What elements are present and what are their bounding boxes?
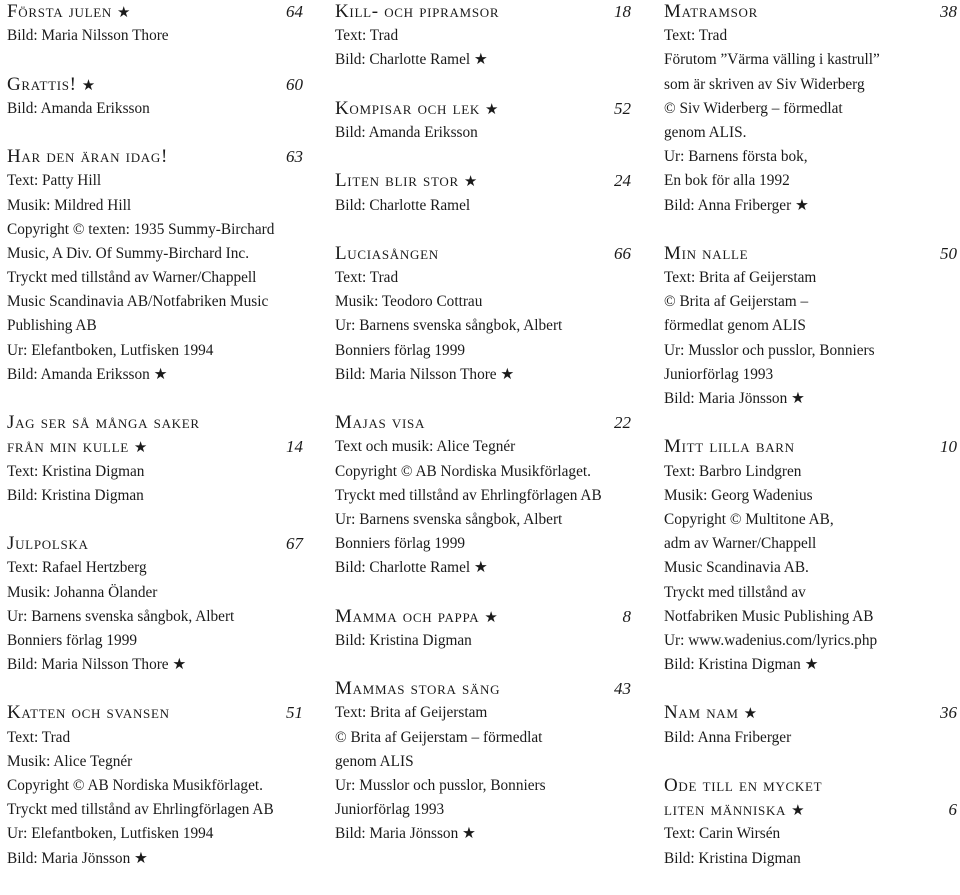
entry-page-number: 18	[614, 2, 631, 21]
credit-line: Copyright © Multitone AB,	[664, 510, 834, 528]
credit-line: Juniorförlag 1993	[335, 801, 445, 819]
credit-line: Bonniers förlag 1999	[7, 631, 138, 649]
credit-line: som är skriven av Siv Widerberg	[664, 75, 865, 93]
index-column-3	[664, 0, 957, 895]
entry-page-number: 38	[940, 2, 957, 21]
star-icon: ★	[484, 101, 500, 118]
credit-line: Copyright © AB Nordiska Musikförlaget.	[335, 462, 591, 480]
entry-title	[335, 605, 631, 629]
index-entry	[7, 701, 303, 870]
entry-title-line	[664, 242, 957, 266]
entry-page-number: 43	[614, 679, 631, 699]
star-icon: ★	[81, 77, 96, 94]
index-entry	[7, 145, 303, 387]
credit-line: Ur: Barnens första bok,	[664, 148, 808, 166]
entry-page-number: 51	[286, 703, 303, 723]
credit-line: Text: Brita af Geijerstam	[335, 704, 488, 722]
credit-line: Music, A Div. Of Summy-Birchard Inc.	[7, 244, 250, 262]
star-icon: ★	[463, 174, 478, 191]
credit-line: Bild: Kristina Digman	[7, 486, 144, 504]
entry-title-text: Majas visa	[335, 412, 426, 434]
entry-title-line	[335, 677, 631, 701]
entry-title-line	[7, 701, 303, 725]
entry-title-line	[335, 242, 631, 266]
index-entry	[7, 73, 303, 121]
entry-page-number: 36	[940, 703, 957, 723]
entry-title-line	[335, 411, 631, 435]
entry-title-text: Liten blir stor	[335, 170, 459, 192]
index-entry	[335, 605, 631, 653]
credit-line: Bild: Charlotte Ramel ★	[335, 559, 488, 577]
credit-line: Text: Barbro Lindgren	[664, 462, 802, 480]
credit-line: Bonniers förlag 1999	[335, 535, 466, 553]
entry-page-number: 50	[940, 243, 957, 263]
entry-title-line	[7, 532, 303, 556]
index-entry	[335, 411, 631, 580]
entry-page-number: 60	[286, 74, 303, 94]
entry-title	[664, 0, 957, 24]
credit-line: Bild: Kristina Digman	[335, 631, 472, 649]
index-entry	[664, 435, 957, 677]
index-column-2	[335, 0, 631, 871]
entry-title	[664, 242, 957, 266]
credit-line: Bild: Maria Nilsson Thore ★	[7, 656, 187, 674]
credit-line: Musik: Teodoro Cottrau	[335, 293, 483, 311]
entry-title-text: Min nalle	[664, 242, 749, 264]
credit-line: Ur: www.wadenius.com/lyrics.php	[664, 631, 878, 649]
credit-line: Tryckt med tillstånd av Ehrlingförlagen AB	[7, 801, 274, 819]
credit-line: Bild: Maria Jönsson ★	[335, 825, 476, 843]
star-icon: ★	[791, 803, 806, 820]
entry-page-number: 6	[948, 800, 957, 820]
index-entry	[335, 0, 631, 73]
credit-line: Tryckt med tillstånd av	[664, 583, 806, 601]
star-icon: ★	[133, 440, 149, 457]
entry-title	[335, 411, 631, 435]
entry-title-text: Kompisar och lek	[335, 97, 480, 119]
credit-line: © Brita af Geijerstam – förmedlat	[335, 728, 543, 746]
star-icon: ★	[117, 5, 132, 21]
entry-title	[664, 435, 957, 459]
credit-line: Music Scandinavia AB.	[664, 559, 809, 577]
entry-title-text: Julpolska	[7, 533, 89, 555]
entry-title-text: Mitt lilla barn	[664, 436, 795, 458]
entry-page-number: 63	[286, 147, 303, 167]
credit-line: Text: Trad	[335, 269, 399, 287]
entry-title	[664, 701, 957, 725]
entry-page-number: 67	[286, 534, 303, 554]
credit-line: Musik: Johanna Ölander	[7, 583, 158, 601]
credit-line: Bonniers förlag 1999	[335, 341, 466, 359]
entry-title-line	[335, 0, 631, 24]
entry-title-text: Mamma och pappa	[335, 605, 480, 627]
entry-page-number: 8	[622, 606, 631, 626]
credit-line: Musik: Mildred Hill	[7, 196, 132, 214]
entry-title-line	[7, 145, 303, 169]
index-entry	[335, 169, 631, 217]
entry-title-line	[664, 774, 957, 798]
credit-line: Text: Kristina Digman	[7, 462, 145, 480]
entry-title-line	[335, 97, 631, 121]
entry-title-text: Luciasången	[335, 242, 439, 264]
entry-title-line	[7, 435, 303, 459]
credit-line: Bild: Anna Friberger ★	[664, 196, 809, 214]
entry-title-line	[335, 169, 631, 193]
credit-line: Ur: Barnens svenska sångbok, Albert	[335, 510, 563, 528]
entry-title-text: liten människa	[664, 799, 787, 821]
index-entry	[335, 97, 631, 145]
credit-line: Ur: Musslor och pusslor, Bonniers	[335, 777, 546, 794]
credit-line: Musik: Georg Wadenius	[664, 486, 813, 504]
credit-line: Bild: Maria Jönsson ★	[664, 390, 805, 407]
entry-title-line	[664, 701, 957, 725]
credit-line: Tryckt med tillstånd av Ehrlingförlagen AB	[335, 486, 602, 504]
entry-title	[7, 73, 303, 97]
credit-line: © Brita af Geijerstam –	[664, 293, 809, 311]
entry-title-text: Första julen	[7, 1, 113, 22]
entry-title	[7, 0, 303, 24]
credit-line: Bild: Amanda Eriksson	[335, 123, 478, 141]
entry-title-line	[7, 411, 303, 435]
credit-line: genom ALIS.	[664, 123, 747, 141]
entry-title	[7, 411, 303, 459]
credit-line: Bild: Maria Nilsson Thore	[7, 27, 169, 45]
credit-line: Ur: Elefantboken, Lutfisken 1994	[7, 825, 214, 843]
entry-title-line	[664, 798, 957, 822]
index-entry	[335, 242, 631, 387]
credit-line: Text: Trad	[7, 728, 71, 746]
credit-line: Musik: Alice Tegnér	[7, 752, 133, 770]
entry-title-text: Ode till en mycket	[664, 775, 823, 796]
entry-title	[335, 97, 631, 121]
index-entry	[664, 701, 957, 749]
index-entry	[7, 0, 303, 48]
entry-title-line	[7, 0, 303, 24]
credit-line: En bok för alla 1992	[664, 172, 790, 190]
credit-line: Bild: Charlotte Ramel ★	[335, 51, 488, 69]
credit-line: förmedlat genom ALIS	[664, 317, 806, 335]
entry-title	[335, 242, 631, 266]
credit-line: Text: Trad	[664, 27, 728, 45]
entry-title-text: Jag ser så många saker	[7, 412, 200, 434]
credit-line: Copyright © texten: 1935 Summy-Birchard	[7, 220, 275, 238]
star-icon: ★	[743, 706, 758, 723]
entry-title	[664, 774, 957, 822]
credit-line: Publishing AB	[7, 317, 97, 335]
entry-title-text: Kill- och pipramsor	[335, 1, 500, 22]
entry-page-number: 66	[614, 243, 631, 263]
credit-line: genom ALIS	[335, 752, 414, 770]
credit-line: Bild: Kristina Digman ★	[664, 656, 819, 674]
credit-line: Juniorförlag 1993	[664, 365, 774, 383]
credit-line: Music Scandinavia AB/Notfabriken Music	[7, 293, 269, 311]
entry-title	[7, 145, 303, 169]
credit-line: Text: Trad	[335, 27, 399, 45]
index-column-1	[7, 0, 303, 895]
credit-line: Bild: Kristina Digman	[664, 849, 801, 867]
index-entry	[7, 532, 303, 677]
entry-title	[335, 169, 631, 193]
entry-page-number: 22	[614, 413, 631, 433]
index-entry	[664, 774, 957, 871]
credit-line: Text: Patty Hill	[7, 172, 102, 190]
credit-line: Ur: Elefantboken, Lutfisken 1994	[7, 341, 214, 359]
credit-line: Bild: Amanda Eriksson ★	[7, 365, 168, 383]
credit-line: © Siv Widerberg – förmedlat	[664, 99, 843, 117]
credit-line: Tryckt med tillstånd av Warner/Chappell	[7, 269, 257, 287]
credit-line: Ur: Musslor och pusslor, Bonniers	[664, 341, 875, 359]
credit-line: Copyright © AB Nordiska Musikförlaget.	[7, 777, 263, 794]
credit-line: Bild: Amanda Eriksson	[7, 99, 150, 117]
entry-title	[7, 701, 303, 725]
credit-line: Förutom ”Värma välling i kastrull”	[664, 51, 880, 69]
entry-title-line	[7, 73, 303, 97]
entry-page-number: 14	[286, 437, 303, 457]
index-entry	[664, 0, 957, 218]
credit-line: Notfabriken Music Publishing AB	[664, 607, 874, 625]
credit-line: Bild: Charlotte Ramel	[335, 196, 471, 214]
entry-title-text: Grattis!	[7, 73, 77, 95]
credit-line: Ur: Barnens svenska sångbok, Albert	[335, 317, 563, 335]
credit-line: Bild: Maria Nilsson Thore ★	[335, 365, 515, 383]
entry-page-number: 24	[614, 171, 631, 191]
credit-line: Text och musik: Alice Tegnér	[335, 438, 516, 456]
index-entry	[7, 411, 303, 508]
entry-title-text: Katten och svansen	[7, 702, 170, 724]
entry-title-line	[664, 0, 957, 24]
credit-line: Bild: Anna Friberger	[664, 728, 792, 746]
entry-title	[335, 677, 631, 701]
credit-line: Bild: Maria Jönsson ★	[7, 849, 148, 867]
entry-title-text: Har den äran idag!	[7, 146, 169, 168]
entry-page-number: 10	[940, 437, 957, 457]
entry-title-text: från min kulle	[7, 436, 129, 458]
credit-line: Text: Brita af Geijerstam	[664, 269, 817, 287]
entry-title-text: Matramsor	[664, 1, 758, 22]
entry-title	[7, 532, 303, 556]
entry-title	[335, 0, 631, 24]
credit-line: Text: Rafael Hertzberg	[7, 559, 147, 577]
entry-title-text: Mammas stora säng	[335, 678, 501, 700]
entry-title-line	[335, 605, 631, 629]
index-entry	[664, 242, 957, 411]
credit-line: Ur: Barnens svenska sångbok, Albert	[7, 607, 235, 625]
credit-line: adm av Warner/Chappell	[664, 535, 817, 553]
entry-title-line	[664, 435, 957, 459]
entry-page-number: 64	[286, 2, 303, 21]
entry-title-text: Nam nam	[664, 702, 739, 724]
index-entry	[335, 677, 631, 846]
entry-page-number: 52	[614, 98, 631, 118]
credit-line: Text: Carin Wirsén	[664, 825, 781, 843]
star-icon: ★	[484, 609, 499, 626]
